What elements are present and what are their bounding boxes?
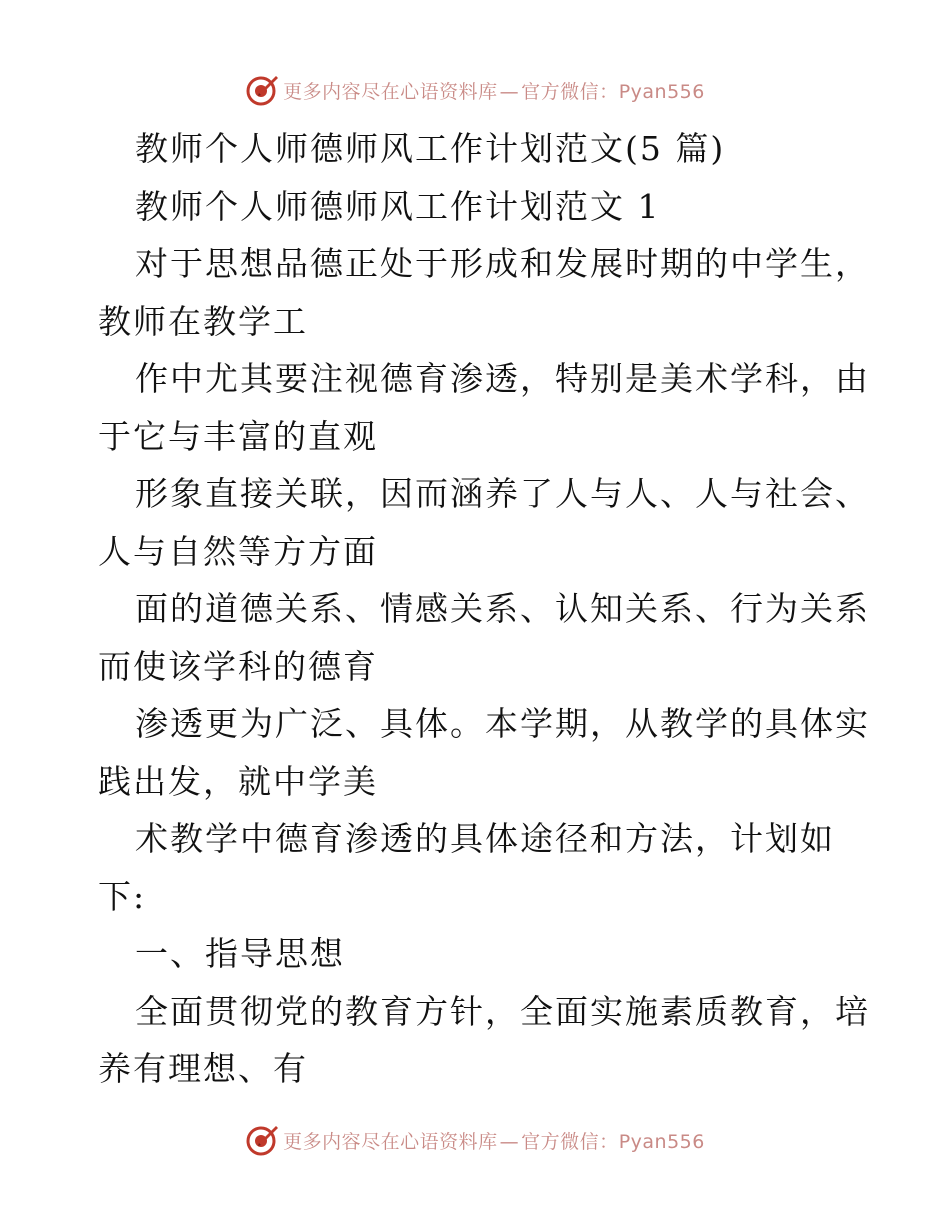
text-line: 下: (98, 876, 147, 916)
text-line: 面的道德关系、情感关系、认知关系、行为关系 (135, 589, 870, 628)
subsection-heading: 一、指导思想 (135, 934, 345, 973)
text-line: 术教学中德育渗透的具体途径和方法，计划如 (135, 819, 835, 858)
banner-text (283, 77, 705, 104)
text-line: 形象直接关联，因而涵养了人与人、人与社会、 (135, 474, 870, 513)
banner-site-text: 更多内容尽在心语资料库 (283, 1130, 498, 1153)
text-line: 践出发，就中学美 (98, 761, 378, 801)
banner-wechat-id: Pyan556 (618, 80, 705, 103)
section-heading: 教师个人师德师风工作计划范文 1 (135, 186, 661, 226)
banner-wechat-id: Pyan556 (618, 1130, 705, 1153)
banner-separator: — (499, 80, 520, 103)
banner-site-text: 更多内容尽在心语资料库 (283, 80, 498, 103)
banner-separator: — (499, 1130, 520, 1153)
pen-logo-icon (245, 1123, 279, 1157)
pen-logo-icon (245, 73, 279, 107)
text-line: 于它与丰富的直观 (98, 416, 378, 456)
text-line: 而使该学科的德育 (98, 646, 378, 686)
text-line: 教师在教学工 (98, 301, 308, 341)
text-line: 作中尤其要注视德育渗透，特别是美术学科，由 (135, 359, 870, 398)
text-line: 对于思想品德正处于形成和发展时期的中学生， (135, 244, 870, 283)
banner-text (283, 1127, 705, 1154)
text-line: 全面贯彻党的教育方针，全面实施素质教育，培 (135, 991, 870, 1031)
banner-wechat-label: 官方微信： (521, 1130, 619, 1153)
header-banner (0, 70, 950, 110)
banner-wechat-label: 官方微信： (521, 80, 619, 103)
document-title: 教师个人师德师风工作计划范文(5 篇) (135, 129, 726, 168)
document-body (98, 120, 870, 1098)
text-line: 养有理想、有 (98, 1049, 308, 1088)
text-line: 渗透更为广泛、具体。本学期，从教学的具体实 (135, 704, 870, 743)
text-line: 人与自然等方方面 (98, 531, 378, 571)
footer-banner (0, 1120, 950, 1160)
